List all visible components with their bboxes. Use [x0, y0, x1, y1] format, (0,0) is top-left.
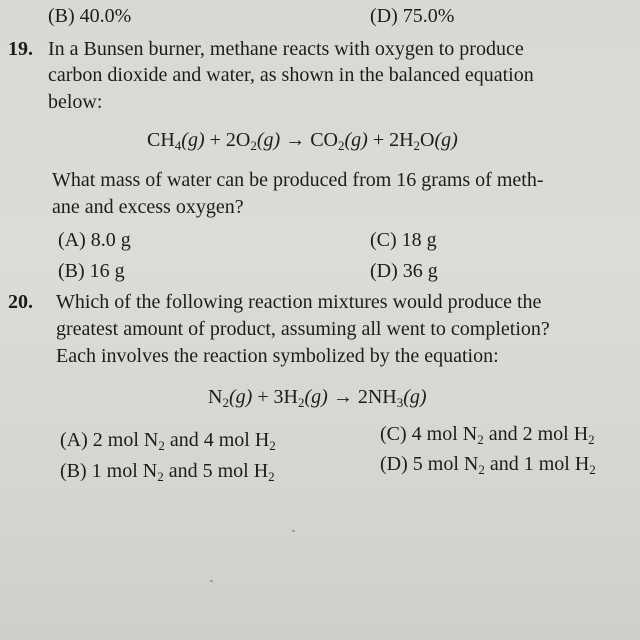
- question-19-number: 19.: [8, 38, 33, 60]
- question-20-equation: $N_2(g) + 3H_2(g) \to 2NH_3(g)$: [208, 386, 427, 410]
- question-20-option-d[interactable]: (D) 5 mol $N_2$ and 1 mol $H_2$: [380, 453, 596, 477]
- paper-speck: [292, 530, 295, 532]
- question-20-line-2: greatest amount of product, assuming all went to completion?: [56, 318, 550, 340]
- question-19-line-2: carbon dioxide and water, as shown in the balanced equation: [48, 64, 534, 86]
- question-19-option-d[interactable]: (D) 36 g: [370, 260, 438, 282]
- question-19-prompt-line-2: ane and excess oxygen?: [52, 196, 244, 218]
- question-20-line-1: Which of the following reaction mixtures would produce the: [56, 291, 542, 313]
- question-20-option-b[interactable]: (B) 1 mol $N_2$ and 5 mol $H_2$: [60, 460, 275, 484]
- prev-option-d: (D) 75.0%: [370, 5, 455, 27]
- question-19-line-3: below:: [48, 91, 103, 113]
- question-20-option-a[interactable]: (A) 2 mol $N_2$ and 4 mol $H_2$: [60, 429, 276, 453]
- question-19-line-1: In a Bunsen burner, methane reacts with oxygen to produce: [48, 38, 524, 60]
- question-20-line-3: Each involves the reaction symbolized by the equation:: [56, 345, 499, 367]
- question-19-option-b[interactable]: (B) 16 g: [58, 260, 125, 282]
- question-19-equation: $CH_4(g) + 2O_2(g) \to CO_2(g) + 2H_2O(g)$: [147, 129, 458, 153]
- paper-speck: [210, 580, 213, 582]
- question-20-option-c[interactable]: (C) 4 mol $N_2$ and 2 mol $H_2$: [380, 423, 595, 447]
- prev-option-b: (B) 40.0%: [48, 5, 132, 27]
- question-19-option-c[interactable]: (C) 18 g: [370, 229, 437, 251]
- question-19-option-a[interactable]: (A) 8.0 g: [58, 229, 131, 251]
- question-19-prompt-line-1: What mass of water can be produced from 16 grams of meth-: [52, 169, 544, 191]
- question-20-number: 20.: [8, 291, 33, 313]
